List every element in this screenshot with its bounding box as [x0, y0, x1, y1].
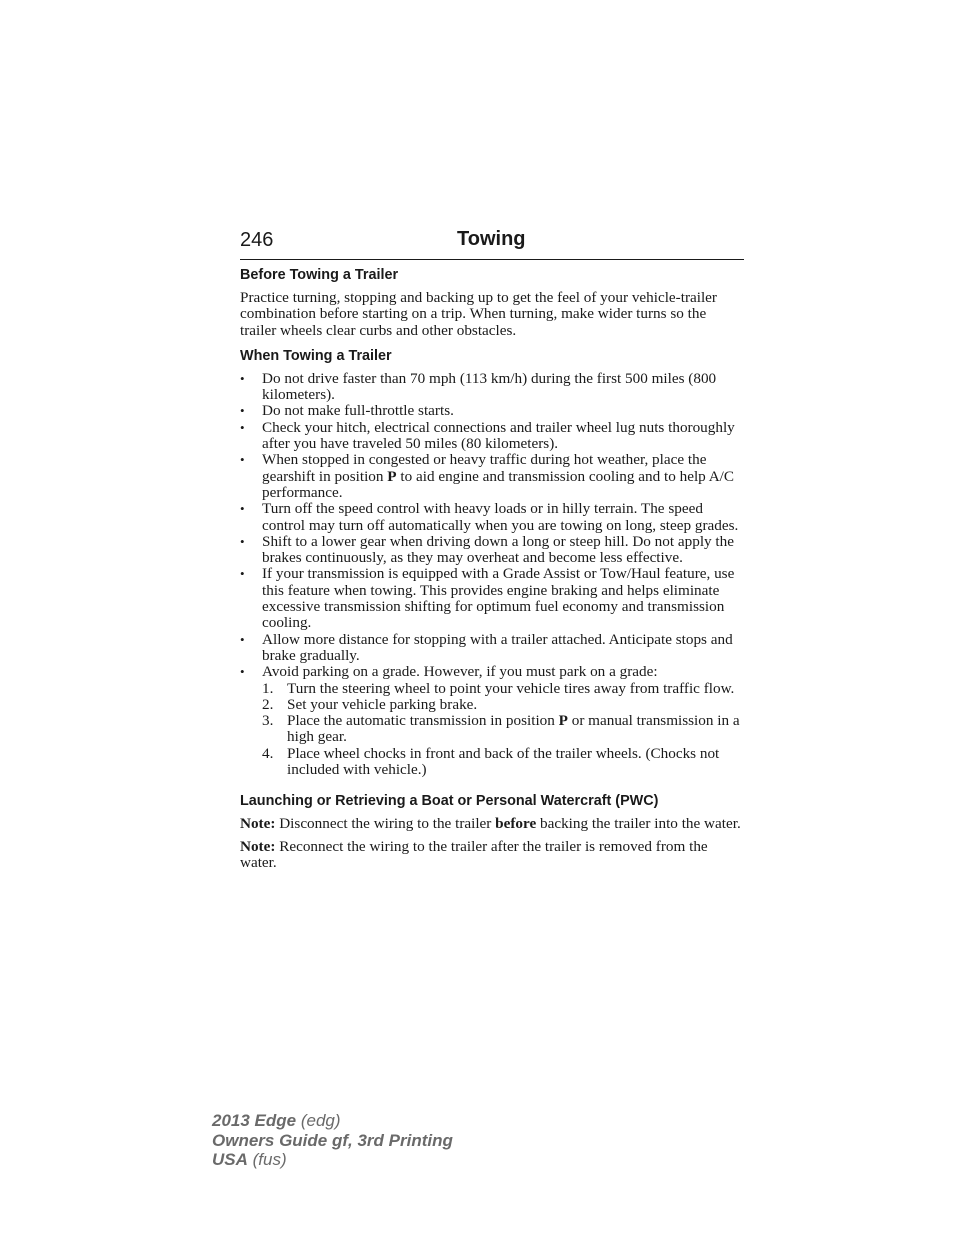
numbered-item — [262, 713, 746, 746]
list-item — [240, 371, 746, 404]
step-number: 2. — [262, 695, 274, 713]
text-run: When stopped in congested or heavy traffic during hot weather, place the gearshift in position — [262, 451, 707, 485]
step-text: Set your vehicle parking brake. — [287, 695, 478, 713]
bullet-icon: • — [240, 403, 245, 419]
section-before-towing — [240, 266, 746, 339]
bullet-icon: • — [240, 566, 245, 582]
list-item-text: Allow more distance for stopping with a trailer attached. Anticipate stops and brake gradually. — [262, 630, 733, 664]
step-number: 4. — [262, 744, 274, 762]
section-when-towing — [240, 347, 746, 778]
step-text: Place wheel chocks in front and back of the trailer wheels. (Chocks not included with vehicle.) — [287, 744, 720, 779]
page-header — [240, 228, 744, 260]
list-item-text: Shift to a lower gear when driving down a long or steep hill. Do not apply the brakes continuously, as they may overheat and become less effective. — [262, 532, 734, 567]
footer-line-guide — [212, 1131, 453, 1151]
list-item-text: Check your hitch, electrical connections and trailer wheel lug nuts thoroughly after you have traveled 50 miles (80 kilometers). — [262, 418, 735, 453]
section-heading: Before Towing a Trailer — [240, 267, 399, 283]
paragraph: Practice turning, stopping and backing up to get the feel of your vehicle-trailer combination before starting on a trip. When turning, make wider turns so the trailer wheels clear curbs and other obstacles. — [240, 289, 717, 339]
gear-position-p: P — [558, 712, 568, 730]
bullet-icon: • — [240, 533, 245, 549]
bullet-list — [240, 371, 746, 778]
text-run: backing the trailer into the water. — [536, 815, 741, 833]
text-run: Reconnect the wiring to the trailer after the trailer is removed from the water. — [240, 837, 708, 871]
bullet-icon: • — [240, 419, 245, 435]
footer-guide: Owners Guide gf, 3rd Printing — [212, 1130, 453, 1150]
list-item — [240, 534, 746, 567]
list-item — [240, 664, 746, 778]
footer-model: 2013 Edge — [212, 1111, 297, 1130]
bullet-icon: • — [240, 452, 245, 468]
list-item-text: Do not drive faster than 70 mph (113 km/h) during the first 500 miles (800 kilometers). — [262, 369, 717, 404]
list-item — [240, 632, 746, 665]
list-item-text: Do not make full-throttle starts. — [262, 402, 454, 420]
page-title: Towing — [457, 228, 526, 250]
step-text: Turn the steering wheel to point your vehicle tires away from traffic flow. — [287, 679, 735, 697]
list-item — [240, 501, 746, 534]
text-run: Place the automatic transmission in position — [287, 712, 559, 730]
numbered-list — [262, 681, 746, 779]
footer-line-model — [212, 1111, 453, 1131]
page-content — [240, 266, 746, 879]
numbered-item — [262, 697, 746, 713]
list-item-text: If your transmission is equipped with a Grade Assist or Tow/Haul feature, use this feature when towing. This provides engine braking and helps eliminate excessive transmission shifting for optimum fuel economy and transmission cooling. — [262, 565, 735, 632]
numbered-item — [262, 681, 746, 697]
numbered-item — [262, 746, 746, 779]
list-item — [240, 420, 746, 453]
footer-model-code: (edg) — [296, 1111, 341, 1130]
page-footer — [212, 1111, 453, 1170]
footer-market-code: (fus) — [247, 1150, 287, 1169]
bullet-icon: • — [240, 631, 245, 647]
section-heading: Launching or Retrieving a Boat or Personal Watercraft (PWC) — [240, 793, 659, 810]
note-label: Note: — [240, 815, 276, 833]
footer-market: USA — [212, 1150, 248, 1169]
footer-line-market — [212, 1150, 453, 1170]
list-item — [240, 452, 746, 501]
bullet-icon: • — [240, 370, 245, 386]
list-item — [240, 566, 746, 631]
note-label: Note: — [240, 837, 276, 855]
list-item-text — [262, 451, 734, 501]
page-number: 246 — [240, 229, 274, 251]
list-item-text: Avoid parking on a grade. However, if you must park on a grade: — [262, 663, 658, 681]
gear-position-p: P — [387, 467, 397, 485]
section-launching-boat — [240, 792, 746, 871]
step-number: 1. — [262, 679, 274, 697]
bullet-icon: • — [240, 664, 245, 680]
text-run: Disconnect the wiring to the trailer — [275, 815, 496, 833]
text-run: to aid engine and transmission cooling and to help A/C performance. — [262, 467, 735, 501]
list-item — [240, 403, 746, 419]
step-text — [287, 712, 740, 745]
bullet-icon: • — [240, 501, 245, 517]
emphasis-before: before — [495, 815, 537, 833]
section-heading: When Towing a Trailer — [240, 347, 392, 364]
text-run: or manual transmission in a high gear. — [287, 712, 740, 746]
step-number: 3. — [262, 712, 274, 730]
note-reconnect — [240, 839, 746, 872]
note-disconnect — [240, 816, 746, 832]
list-item-text: Turn off the speed control with heavy loads or in hilly terrain. The speed control may turn off automatically when you are towing on long, steep grades. — [262, 500, 739, 534]
